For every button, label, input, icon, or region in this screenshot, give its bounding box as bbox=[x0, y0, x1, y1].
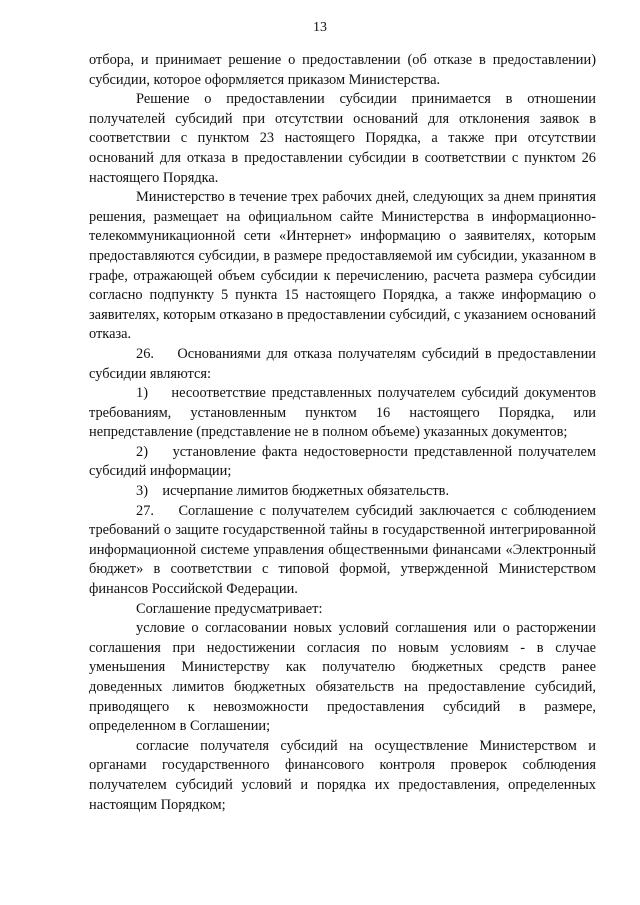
paragraph-subitem-2: 2) установление факта недостоверности представленной получателем субсидий информации; bbox=[89, 443, 596, 480]
paragraph-publication: Министерство в течение трех рабочих дней, следующих за днем принятия решения, размещает на официальном сайте Министерства в информационно-телекоммуникационной сети «Интернет» информацию о заявителях, которым предоставляются субсидии, в размере предоставляемой им субсидии, указанном в графе, отражающей объем субсидии к перечислению, расчета размера субсидии согласно подпункту 5 пункта 15 настоящего Порядка, а также информацию о заявителях, которым отказано в предоставлении субсидий, с указанием оснований отказа. bbox=[89, 189, 596, 343]
paragraph-agreement-consent: согласие получателя субсидий на осуществление Министерством и органами государственного финансового контроля проверок соблюдения получателем субсидий условий и порядка их предоставления, определенных настоящим Порядком; bbox=[89, 737, 596, 813]
paragraph-agreement-provides: Соглашение предусматривает: bbox=[136, 600, 323, 617]
document-body bbox=[89, 51, 596, 815]
paragraph-decision-continuation: отбора, и принимает решение о предоставлении (об отказе в предоставлении) субсидии, которое оформляется приказом Министерства. bbox=[89, 52, 596, 88]
paragraph-item-26: 26. Основаниями для отказа получателям субсидий в предоставлении субсидии являются: bbox=[89, 345, 596, 382]
paragraph-item-27: 27. Соглашение с получателем субсидий заключается с соблюдением требований о защите государственной тайны в государственной интегрированной информационной системе управления общественными финансами «Электронный бюджет» в соответствии с типовой формой, утвержденной Министерством финансов Российской Федерации. bbox=[89, 502, 596, 598]
page-number: 13 bbox=[313, 20, 327, 35]
paragraph-agreement-condition: условие о согласовании новых условий соглашения или о расторжении соглашения при недостижении согласия по новым условиям - в случае уменьшения Министерству как получателю бюджетных средств ранее доведенных лимитов бюджетных обязательств на предоставление субсидий, приводящего к невозможности предоставления субсидий в размере, определенном в Соглашении; bbox=[89, 620, 596, 735]
paragraph-decision-grounds: Решение о предоставлении субсидии принимается в отношении получателей субсидий при отсутствии оснований для отклонения заявок в соответствии с пунктом 23 настоящего Порядка, а также при отсутствии оснований для отказа в предоставлении субсидии в соответствии с пунктом 26 настоящего Порядка. bbox=[89, 91, 596, 186]
paragraph-subitem-3: 3) исчерпание лимитов бюджетных обязательств. bbox=[136, 483, 450, 500]
paragraph-subitem-1: 1) несоответствие представленных получателем субсидий документов требованиям, установленным пунктом 16 настоящего Порядка, или непредставление (представление не в полном объеме) указанных документов; bbox=[89, 385, 596, 441]
